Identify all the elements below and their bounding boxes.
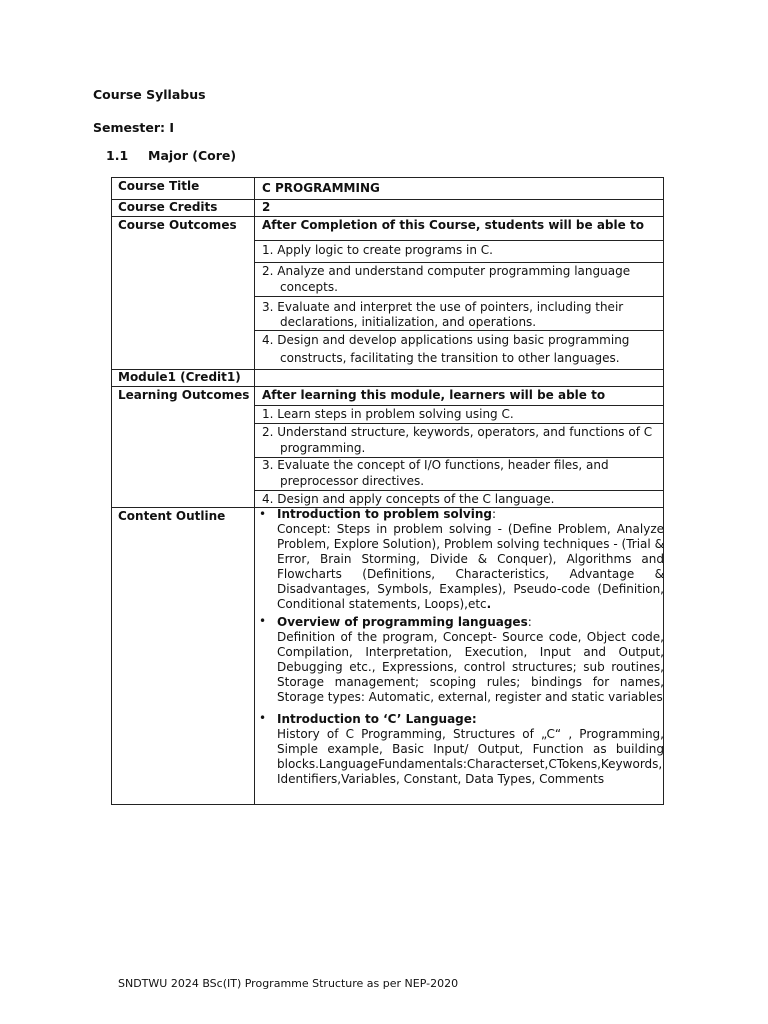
section-number: 1.1 <box>106 148 129 163</box>
course-outcome-item: 1. Apply logic to create programs in C. <box>262 243 493 257</box>
content-section-text: History of C Programming, Structures of „C“ , Programming, Simple example, Basic Input/ Output, Function as building blocks.LanguageFundamentals:Characterset,CTokens,Keywords, Identifiers,Variables, Constant, Data Types, Comments <box>277 727 664 786</box>
content-section-programming-languages <box>277 615 664 704</box>
table-column-divider <box>254 177 255 805</box>
row-divider <box>111 216 664 217</box>
semester-label: Semester: I <box>93 120 175 135</box>
row-divider <box>254 262 664 263</box>
course-title-label: Course Title <box>118 179 200 193</box>
content-section-title: Introduction to problem solving <box>277 507 492 521</box>
section-title: Major (Core) <box>148 148 237 163</box>
learning-outcome-item: 2. Understand structure, keywords, operators, and functions of C <box>262 425 653 439</box>
learning-outcomes-heading: After learning this module, learners will be able to <box>262 388 606 402</box>
course-outcome-item-cont: declarations, initialization, and operations. <box>280 315 537 329</box>
course-outcome-item: 3. Evaluate and interpret the use of pointers, including their <box>262 300 624 314</box>
content-section-colon: : <box>491 507 497 521</box>
content-section-problem-solving <box>277 507 664 611</box>
course-outcome-item-cont: constructs, facilitating the transition to other languages. <box>280 351 620 365</box>
content-section-text: Concept: Steps in problem solving - (Define Problem, Analyze Problem, Explore Solution), Problem solving techniques - (Trial & Error, Brain Storming, Divide & Conquer), Algorithms and Flowcharts (Definitions, Characteristics, Advantage & Disadvantages, Symbols, Examples), Pseudo-code (Definition, Conditional statements, Loops),etc <box>277 522 664 611</box>
row-divider <box>254 490 664 491</box>
learning-outcomes-label: Learning Outcomes <box>118 388 250 402</box>
learning-outcome-item: 3. Evaluate the concept of I/O functions, header files, and <box>262 458 609 472</box>
row-divider <box>254 296 664 297</box>
course-outcome-item: 2. Analyze and understand computer programming language <box>262 264 631 278</box>
content-section-title: Overview of programming languages <box>277 615 528 629</box>
course-credits-value: 2 <box>262 200 271 214</box>
course-outcome-item: 4. Design and develop applications using basic programming <box>262 333 630 347</box>
content-outline-label: Content Outline <box>118 509 226 523</box>
syllabus-heading: Course Syllabus <box>93 87 206 102</box>
course-outcome-item-cont: concepts. <box>280 280 338 294</box>
row-divider <box>111 386 664 387</box>
content-section-colon: : <box>527 615 532 629</box>
bullet-icon: • <box>259 711 267 725</box>
course-outcomes-label: Course Outcomes <box>118 218 237 232</box>
course-credits-label: Course Credits <box>118 200 218 214</box>
bullet-icon: • <box>259 614 267 628</box>
learning-outcome-item-cont: programming. <box>280 441 366 455</box>
module-label: Module1 (Credit1) <box>118 370 241 384</box>
row-divider <box>254 240 664 241</box>
learning-outcome-item: 4. Design and apply concepts of the C language. <box>262 492 555 506</box>
content-section-end: . <box>486 597 492 611</box>
row-divider <box>254 423 664 424</box>
learning-outcome-item-cont: preprocessor directives. <box>280 474 425 488</box>
course-title-value: C PROGRAMMING <box>262 181 380 195</box>
row-divider <box>254 405 664 406</box>
learning-outcome-item: 1. Learn steps in problem solving using C. <box>262 407 514 421</box>
content-section-title: Introduction to ‘C’ Language: <box>277 712 477 726</box>
content-section-c-language <box>277 712 664 796</box>
content-section-text: Definition of the program, Concept- Source code, Object code, Compilation, Interpretation, Execution, Input and Output, Debugging etc., Expressions, control structures; sub routines, Storage management; scoping rules; bindings for names, Storage types: Automatic, external, register and static variables <box>277 630 664 704</box>
course-outcomes-heading: After Completion of this Course, students will be able to <box>262 218 644 232</box>
bullet-icon: • <box>259 507 267 521</box>
page-footer: SNDTWU 2024 BSc(IT) Programme Structure as per NEP-2020 <box>118 977 459 990</box>
